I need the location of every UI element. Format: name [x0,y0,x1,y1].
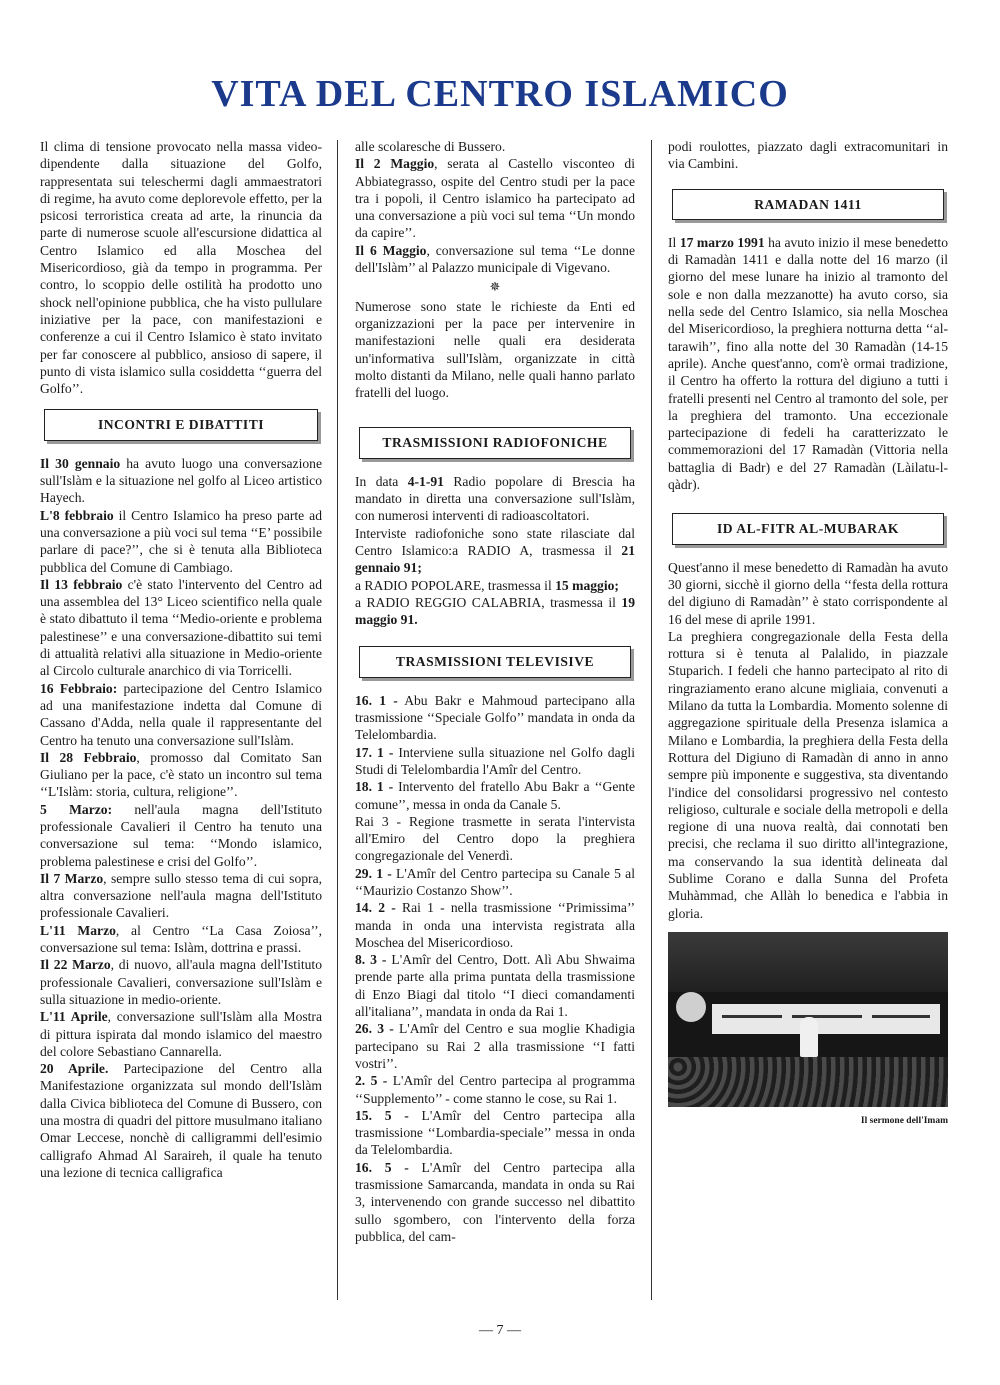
column-divider-left [337,140,338,1300]
photo-emblem [676,992,706,1022]
entry-text: , sempre sullo stesso tema di cui sopra, altra conversazione nell'aula magna dell'Istituto professionale Cavalieri. [40,870,322,921]
text-entry [355,155,635,241]
entry-text: alle scolaresche di Bussero. [355,139,506,154]
entry-date: Il 7 Marzo [40,870,104,886]
photo-arabic-banner [712,1004,940,1034]
photo-hall-ceiling [668,932,948,992]
continued-paragraph: podi roulottes, piazzato dagli extracomunitari in via Cambini. [668,139,948,172]
entry-date: 21 gennaio 91; [355,542,635,576]
entry-date: 8. 3 - [355,952,387,968]
entry-date: 15. 5 - [355,1107,409,1123]
entry-date: Il 6 Maggio [355,242,427,258]
text-entry [355,1020,635,1072]
photo-imam-figure [800,1017,818,1057]
entry-date: 29. 1 - [355,865,392,881]
text-entry [355,744,635,779]
text-entry [40,1060,322,1181]
text-entry [40,801,322,870]
entry-text: L'Amîr del Centro partecipa alla trasmissione Samarcanda, mandata in onda su Rai 3, intervenendo con grande successo nel dibattito sullo sgombero, con l'intervento della forza pubblica, del cam- [355,1159,635,1244]
section-header-incontri: INCONTRI E DIBATTITI [44,409,318,440]
radio-entries [355,473,635,525]
entry-date: Il 2 Maggio [355,156,435,172]
photo-caption: Il sermone dell'Imam [860,1115,948,1126]
text-entry [40,576,322,680]
section-header-tv: TRASMISSIONI TELEVISIVE [359,646,631,677]
requests-paragraph: Numerose sono state le richieste da Enti ed organizzazioni per la pace per intervenire in manifestazioni nelle quali era desiderata un'informativa sull'Islàm, organizzate in città molto distanti da Milano, nelle quali hanno parlato fratelli del luogo. [355,298,635,401]
entry-text: nell'aula magna dell'Istituto professionale Cavalieri il Centro ha tenuto una conversazione sul tema: ‘‘Mondo islamico, problema palestinese e crisi del Golfo’’. [40,801,322,869]
entry-text: , di nuovo, all'aula magna dell'Istituto professionale Cavalieri, conversazione sull'Islàm e sulla situazione in medio-oriente. [40,957,322,1007]
text-entry [355,1107,635,1159]
text-entry [355,778,635,813]
text-entry [40,956,322,1008]
radio-popolare [355,577,635,594]
text-entry [40,507,322,576]
text-entry [40,1008,322,1060]
text-entry [355,1159,635,1245]
entry-date: 16 Febbraio: [40,680,118,696]
entry-date: 15 maggio; [555,577,619,593]
entry-text: Rai 1 - nella trasmissione ‘‘Primissima’’ manda in onda una intervista registrata alla Moschea del Misericordioso. [355,900,635,950]
page-title: VITA DEL CENTRO ISLAMICO [211,73,789,115]
entry-text: Abu Bakr e Mahmoud partecipano alla trasmissione ‘‘Speciale Golfo’’ mandata in onda da Telelombardia. [355,692,635,743]
section-header-radio: TRASMISSIONI RADIOFONICHE [359,427,631,458]
text-entry [40,680,322,749]
entry-text: a RADIO REGGIO CALABRIA, trasmessa il [355,594,622,610]
column-3 [668,138,948,1130]
entry-text: L'Amîr del Centro partecipa al programma ‘‘Supplemento’’ - come stanno le cose, su Rai 1. [355,1073,635,1106]
text-entry [355,473,635,525]
entry-date: 17. 1 - [355,744,394,760]
entry-text: a RADIO POPOLARE, trasmessa il [355,577,556,593]
entry-text: L'Amîr del Centro e sua moglie Khadigia partecipano su Rai 2 alla trasmissione ‘‘I fatti vostri’’. [355,1021,635,1071]
entry-text: L'Amîr del Centro partecipa su Canale 5 al ‘‘Maurizio Costanzo Show’’. [355,865,635,898]
text-entry [355,951,635,1020]
entry-date: 14. 2 - [355,900,396,916]
tv-entries [355,692,635,1246]
incontri-continued-entries [355,138,635,276]
entry-text: c'è stato l'intervento del Centro ad una assemblea del 13° Liceo scientifico nella quale è stato dibattuto il tema ‘‘Medio-oriente e problema palestinese’’ e una conversazione-dibattito sui temi di attualità relativi alla situazione in Medio-oriente al Circolo culturale anarchico di via Torricelli. [40,576,323,679]
ramadan-text [668,234,948,493]
text-entry [355,1072,635,1107]
radio-interviews [355,525,635,577]
entry-text: L'Amîr del Centro partecipa alla trasmissione ‘‘Lombardia-speciale’’ messa in onda da Telelombardia. [355,1107,635,1158]
entry-date: 18. 1 - [355,779,394,795]
entry-text: Radio popolare di Brescia ha mandato in diretta una conversazione sull'Islàm, con numerosi interventi di radioascoltatori. [355,473,636,524]
text-entry [355,525,635,577]
text-entry [355,813,635,865]
page-number: — 7 — [479,1323,521,1338]
entry-date: 17 marzo 1991 [679,234,765,250]
entry-text: ha avuto luogo una conversazione sull'Islàm e la situazione nel golfo al Liceo artistico Hayech. [40,455,322,506]
column-divider-right [651,140,652,1300]
text-entry [355,242,635,277]
entry-text: partecipazione del Centro Islamico ad una manifestazione indetta dal Comune di Cassano d'Adda, nella quale il rappresentante del Centro ha tenuto una conversazione sull'Islàm. [40,680,322,748]
section-header-ramadan: RAMADAN 1411 [672,189,944,220]
text-entry [40,870,322,922]
entry-text: a RADIO A, trasmessa il [452,542,622,558]
star-separator: ✵ [489,279,501,295]
intro-paragraph: Il clima di tensione provocato nella massa video-dipendente dalla situazione del Golfo, rappresentata sui teleschermi dagli ammaestratori di regime, ha avuto come deplorevole effetto, per la psicosi terroristica creata ad arte, la rinuncia da parte di numerose scuole all'escursione didattica al Centro Islamico ed alla Moschea del Misericordioso, già da tempo in programma. Per contro, lo scoppio delle ostilità ha prodotto uno shock nell'opinione pubblica, che ha visto pullulare iniziative per la pace, con manifestazioni e conferenze a cui il Centro Islamico è stato invitato per far conoscere al pubblico, ansioso di sapere, il punto di vista islamico sulla cosiddetta ‘‘guerra del Golfo’’. [40,139,322,397]
entry-text: In data [355,473,408,489]
entry-text: ha avuto inizio il mese benedetto di Ramadàn 1411 e dalla notte del 16 marzo (il giorno del mese lunare ha inizio al tramonto del sole e non dalla mezzanotte) ha avuto corso, sia nella sede del Centro Islamico, sia nella Moschea del Misericordioso, la preghiera notturna detta ‘‘al-tarawih’’, fino alla notte del 30 Ramadàn (14-15 aprile). Anche quest'anno, com'è ormai tradizione, il Centro ha offerto la rottura del digiuno a tutti i fratelli presenti nel Centro al tramonto del sole, per la preghiera del tramonto. Una eccezionale partecipazione di fedeli ha caratterizzato le commemorazioni del 17 Ramadàn (Vittoria nella battaglia di Badr) e del 27 Ramadàn (Làilatu-l-qàdr). [668,234,948,493]
entry-date: Il 22 Marzo [40,957,111,973]
entry-text: Interviene sulla situazione nel Golfo dagli Studi di Telelombardia l'Amîr del Centro. [355,744,635,777]
entry-date: Il 13 febbraio [40,576,123,592]
section-header-id-al-fitr: ID AL-FITR AL-MUBARAK [672,513,944,544]
entry-date: Il 28 Febbraio [40,749,137,765]
entry-date: 26. 3 - [355,1021,394,1037]
entry-date: L'11 Aprile [40,1009,108,1025]
entry-date: 2. 5 - [355,1073,388,1089]
text-entry [355,865,635,900]
entry-text: Intervento del fratello Abu Bakr a ‘‘Gente comune’’, messa in onda da Canale 5. [355,779,635,812]
photo-crowd [668,1057,948,1107]
text-entry [668,234,948,493]
entry-date: 19 maggio 91. [355,594,635,628]
entry-text: , conversazione sul tema ‘‘Le donne dell'Islàm’’ al Palazzo municipale di Vigevano. [355,242,635,276]
entry-text: , al Centro ‘‘La Casa Zoiosa’’, conversazione sul tema: Islàm, dottrina e prassi. [40,922,322,956]
sermon-photo [668,932,948,1107]
column-1 [40,138,322,1181]
radio-reggio [355,594,635,629]
text-entry [40,749,322,801]
entry-text: il Centro Islamico ha preso parte ad una conversazione a più voci sul tema ‘‘E’ possibile parlare di pace?’’, che si è tenuta alla Biblioteca pubblica del Comune di Cambiago. [40,507,323,575]
column-2 [355,138,635,1245]
text-entry [40,455,322,507]
text-entry [355,138,635,155]
entry-date: L'11 Marzo [40,922,116,938]
entry-date: 16. 1 - [355,692,398,708]
text-entry [355,899,635,951]
entry-text: Interviste radiofoniche sono state rilasciate dal Centro Islamico: [355,525,635,558]
text-entry [355,577,635,594]
entry-text: , promosso dal Comitato San Giuliano per la pace, c'è stato un incontro sul tema ‘‘L'Islàm: storia, cultura, religione’’. [40,749,322,800]
entry-date: 4-1-91 [407,473,444,489]
entry-date: 5 Marzo: [40,801,113,817]
entry-date: 20 Aprile. [40,1061,109,1077]
text-entry [355,692,635,744]
entry-text: , conversazione sull'Islàm alla Mostra di pittura ispirata dal mondo islamico del maestro del colore Sebastiano Cannarella. [40,1009,322,1059]
text-entry [355,594,635,629]
entry-text: , serata al Castello visconteo di Abbiategrasso, ospite del Centro studi per la pace tra i popoli, il Centro islamico ha partecipato ad una conversazione a più voci sul tema ‘‘Un mondo da capire’’. [355,156,635,241]
entry-date: L'8 febbraio [40,507,114,523]
id-paragraph-1: Quest'anno il mese benedetto di Ramadàn ha avuto 30 giorni, sicchè il giorno della ‘‘festa della rottura del digiuno di Ramadàn’’ è stato corrispondente al 16 del mese di aprile 1991. [668,559,948,627]
entry-text: Partecipazione del Centro alla Manifestazione organizzata sul mondo dell'Islàm dalla Civica biblioteca del Comune di Bussero, con una mostra di quadri del pittore musulmano italiano Omar Leccese, nonchè di calligrammi dell'esimio calligrafo Ahmad Al Saraireh, il quale ha tenuto una lezione di tecnica calligrafica [40,1061,323,1180]
entry-text: Rai 3 - Regione trasmette in serata l'intervista all'Emiro del Centro dopo la preghiera congregazionale del Venerdì. [355,813,635,864]
text-entry [40,922,322,957]
id-paragraph-2: La preghiera congregazionale della Festa della rottura si è tenuta al Palalido, in piazzale Stuparich. I fedeli che hanno partecipato al rito di ringraziamento erano alcune migliaia, convenuti a Milano da tutta la Lombardia. Momento solenne di aggregazione spirituale della Presenza islamica a Milano e Lombardia, la preghiera della Festa della Rottura del Digiuno di Ramadàn di anno in anno sempre più imponente e suggestiva, sta diventando l'indice del consolidarsi progressivo nel contesto religioso, culturale e sociale della metropoli e della regione di una nuova realtà, dai connotati ben precisi, che reclama il suo diritto all'integrazione, ma conservando la sua identità delineata dal Sublime Corano e dalla Sunna del Profeta Muhàmmad, che Allàh lo benedica e l'abbia in gloria. [668,628,948,921]
entry-date: 16. 5 - [355,1159,409,1175]
entry-text: Il [668,234,680,250]
entry-text: L'Amîr del Centro, Dott. Alì Abu Shwaima prende parte alla prima puntata della trasmissione di Enzo Biagi dal titolo ‘‘I dieci comandamenti all'italiana’’, mandata in onda da Rai 1. [355,952,635,1020]
incontri-entries [40,455,322,1181]
entry-date: Il 30 gennaio [40,455,121,471]
